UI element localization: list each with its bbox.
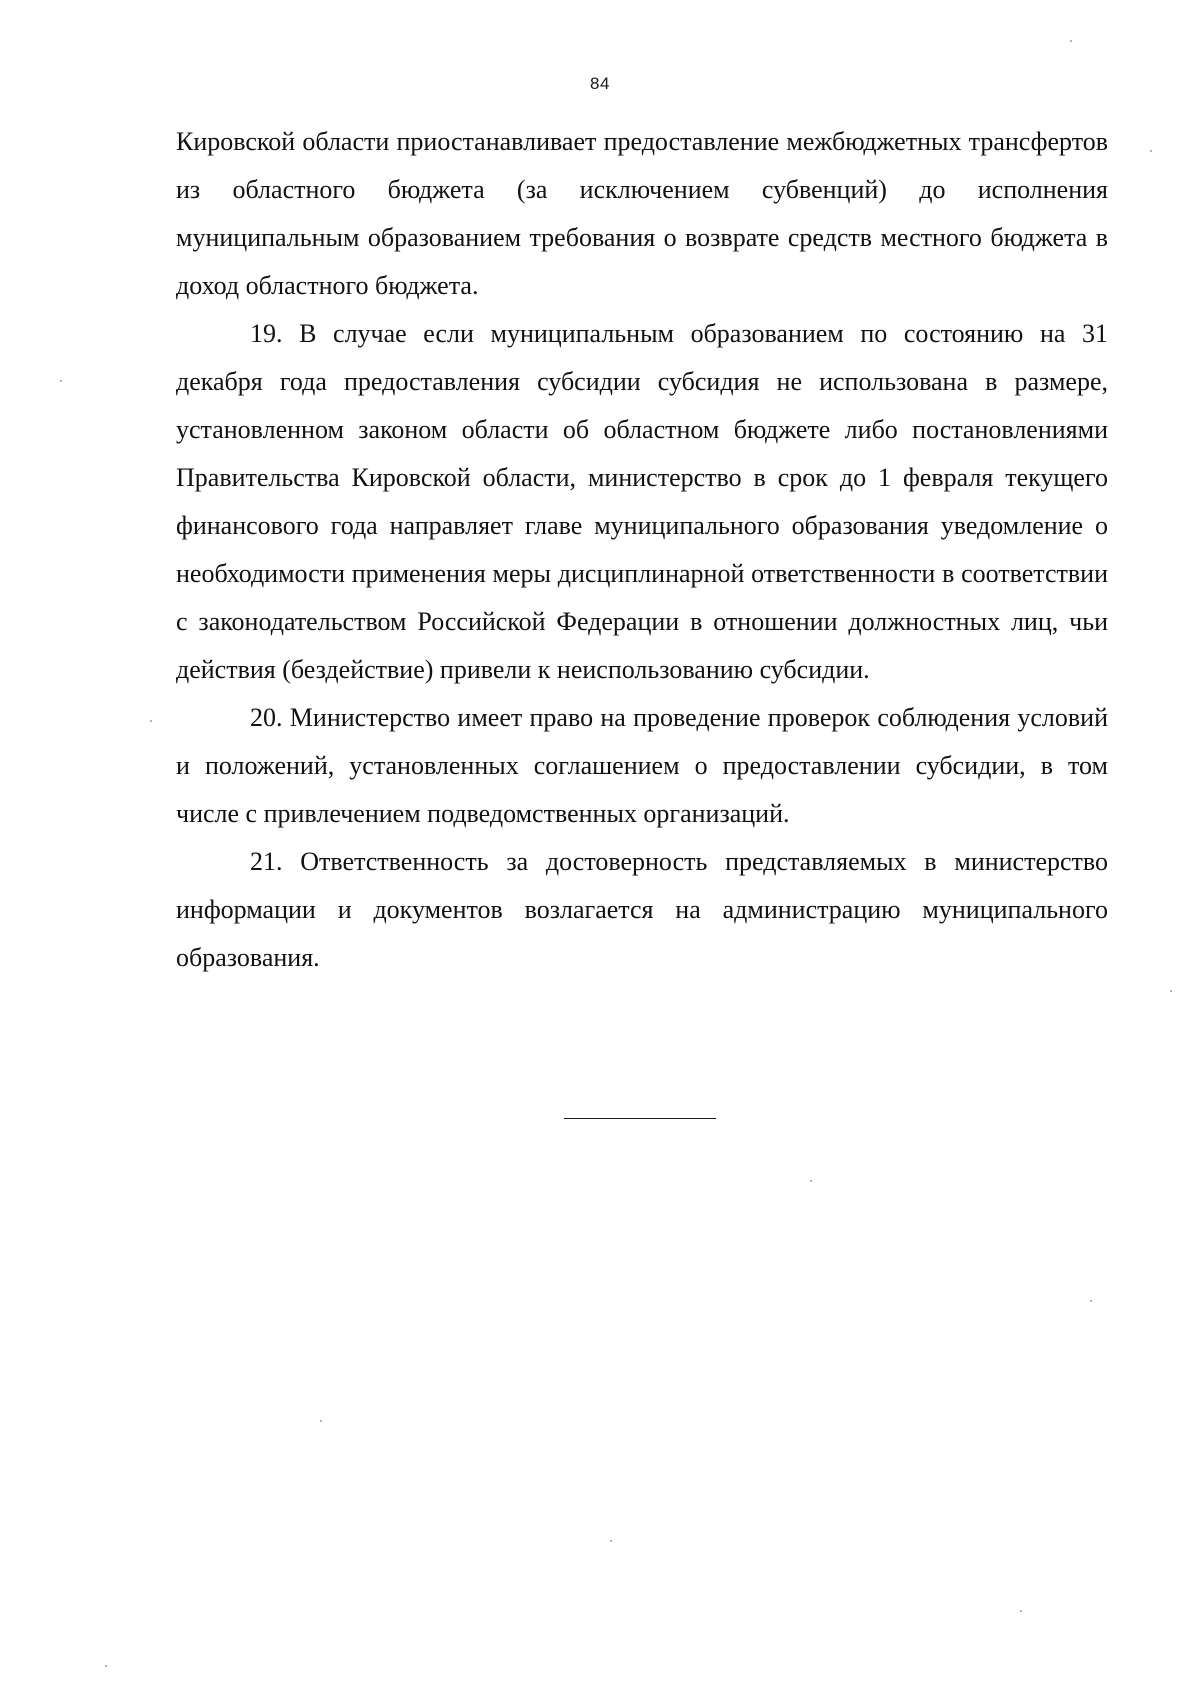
scan-speck (60, 380, 62, 382)
scan-speck (610, 1540, 612, 1542)
page-number: 84 (590, 74, 610, 93)
scan-speck (105, 1665, 107, 1667)
paragraph-continuation: Кировской области приостанавливает предоставление межбюджетных трансфертов из областного бюджета (за исключением субвенций) до исполнения муниципальным образованием требования о возврате средств местного бюджета в доход областного бюджета. (176, 127, 1108, 300)
paragraph-21: 21. Ответственность за достоверность представляемых в министерство информации и документов возлагается на администрацию муниципального образования. (176, 847, 1108, 972)
paragraph-19: 19. В случае если муниципальным образованием по состоянию на 31 декабря года предоставления субсидии субсидия не использована в размере, установленном законом области об областном бюджете либо постановлениями Правительства Кировской области, министерство в срок до 1 февраля текущего финансового года направляет главе муниципального образования уведомление о необходимости применения меры дисциплинарной ответственности в соответствии с законодательством Российской Федерации в отношении должностных лиц, чьи действия (бездействие) привели к неиспользованию субсидии. (176, 319, 1108, 684)
scan-speck (1020, 1610, 1022, 1612)
document-body (176, 118, 1108, 982)
scan-speck (150, 720, 152, 722)
scan-speck (1150, 150, 1152, 152)
scan-speck (320, 1420, 322, 1422)
scan-speck (1170, 990, 1172, 992)
end-separator-line (564, 1118, 716, 1119)
scan-speck (1070, 40, 1072, 42)
scan-speck (1090, 1300, 1092, 1302)
paragraph-20: 20. Министерство имеет право на проведение проверок соблюдения условий и положений, установленных соглашением о предоставлении субсидии, в том числе с привлечением подведомственных организаций. (176, 703, 1108, 828)
scan-speck (810, 1180, 812, 1182)
